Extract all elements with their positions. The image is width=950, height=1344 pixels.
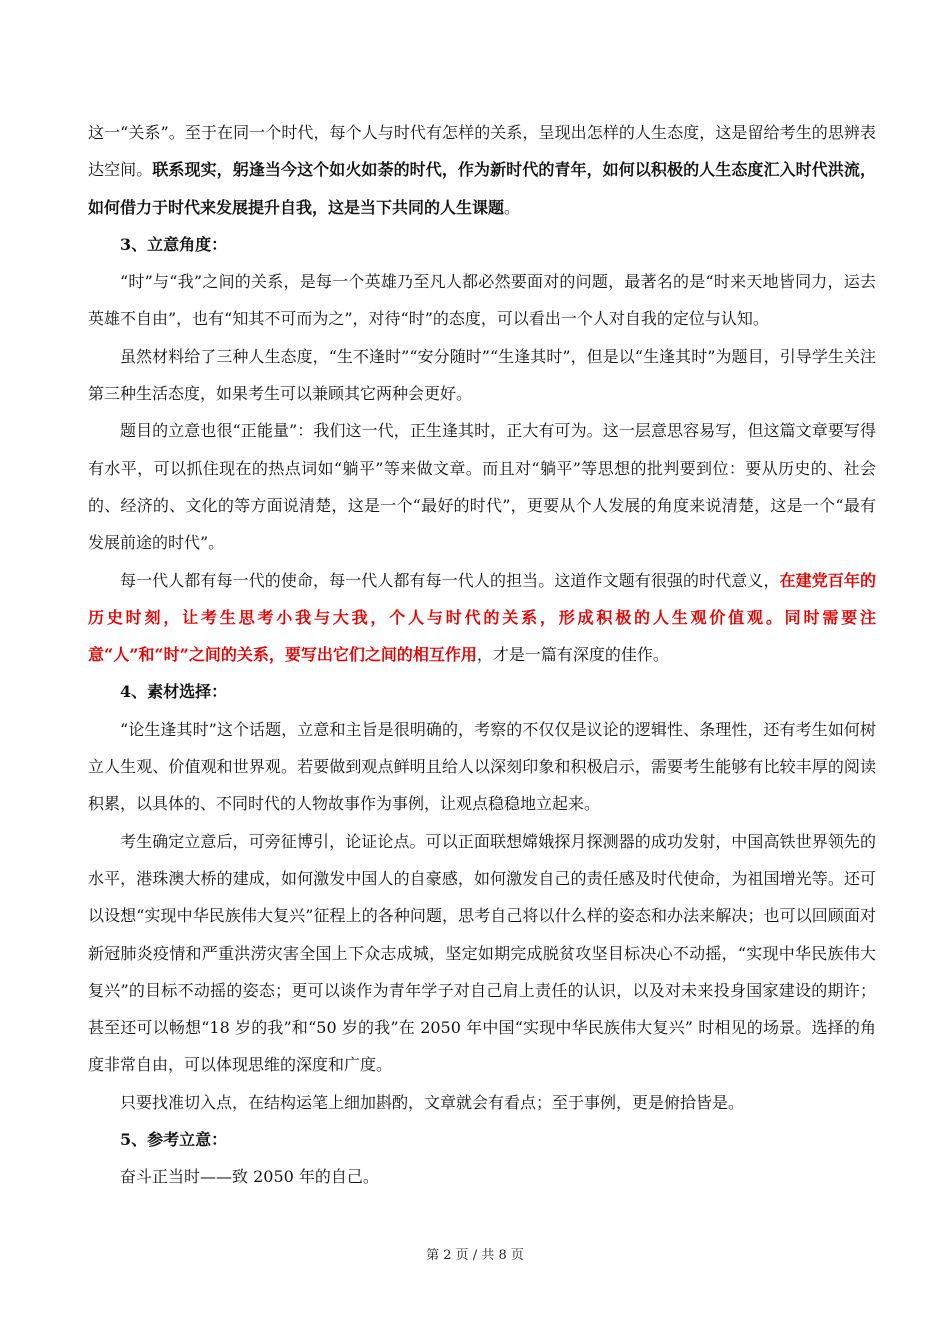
page-footer: 第 2 页 / 共 8 页 (426, 1248, 524, 1263)
red-emphasis: 在建党百年的历史时刻，让考生思考小我与大我，个人与时代的关系，形成积极的人生观价值观。同时需要注意“人”和“时”之间的关系，要写出它们之间的相互作用 (88, 570, 876, 665)
paragraph-text: 每一代人都有每一代的使命，每一代人都有每一代人的担当。这道作文题有很强的时代意义， (120, 570, 780, 590)
paragraph-three-attitudes: 虽然材料给了三种人生态度，“生不逢时”“安分随时”“生逢其时”，但是以“生逢其时”为题目，引导学生关注第三种生活态度，如果考生可以兼顾其它两种会更好。 (88, 346, 876, 404)
paragraph-topic: “论生逢其时”这个话题，立意和主旨是很明确的，考察的不仅仅是议论的逻辑性、条理性，还有考生如何树立人生观、价值观和世界观。若要做到观点鲜明且给人以深刻印象和积极启示，需要考生能够有比较丰厚的阅读积累，以具体的、不同时代的人物故事作为事例，让观点稳稳地立起来。 (88, 719, 876, 814)
section-heading-3: 3、立意角度： (120, 234, 228, 254)
paragraph-entry-point: 只要找准切入点，在结构运笔上细加斟酌，文章就会有看点；至于事例，更是俯拾皆是。 (120, 1092, 745, 1112)
paragraph-examples: 考生确定立意后，可旁征博引，论证论点。可以正面联想嫦娥探月探测器的成功发射，中国高铁世界领先的水平，港珠澳大桥的建成，如何激发中国人的自豪感，如何激发自己的责任感及时代使命，为祖国增光等。还可以设想“实现中华民族伟大复兴”征程上的各种问题，思考自己将以什么样的姿态和办法来解决；也可以回顾面对新冠肺炎疫情和严重洪涝灾害全国上下众志成城，坚定如期完成脱贫攻坚目标决心不动摇，“实现中华民族伟大复兴”的目标不动摇的姿态；更可以谈作为青年学子对自己肩上责任的认识，以及对未来投身国家建设的期许；甚至还可以畅想“18 岁的我”和“50 岁的我”在 2050 年中国“实现中华民族伟大复兴” 时相见的场景。选择的角度非常自由，可以体现思维的深度和广度。 (88, 831, 876, 1075)
paragraph-positive-energy: 题目的立意也很“正能量”：我们这一代，正生逢其时，正大有可为。这一层意思容易写，但这篇文章要写得有水平，可以抓住现在的热点词如“躺平”等来做文章。而且对“躺平”等思想的批判要到位：要从历史的、社会的、经济的、文化的等方面说清楚，这是一个“最好的时代”，更要从个人发展的角度来说清楚，这是一个“最有发展前途的时代”。 (88, 421, 876, 553)
section-heading-5: 5、参考立意： (120, 1130, 228, 1150)
paragraph-text: 这一“关系”。至于在同一个时代，每个人与时代有怎样的关系，呈现出怎样的人生态度，这是留给考生的思辨表达空间。 (88, 123, 876, 180)
bold-emphasis: 联系现实，躬逢当今这个如火如荼的时代，作为新时代的青年，如何以积极的人生态度汇入时代洪流，如何借力于时代来发展提升自我，这是当下共同的人生课题 (88, 160, 876, 217)
article-body (88, 114, 876, 1196)
section-heading-4: 4、素材选择： (120, 682, 228, 702)
paragraph-mission (88, 562, 876, 674)
paragraph-text: ，才是一篇有深度的佳作。 (476, 645, 669, 665)
paragraph-time-and-self: “时”与“我”之间的关系，是每一个英雄乃至凡人都必然要面对的问题，最著名的是“时来天地皆同力，运去英雄不自由”，也有“知其不可而为之”，对待“时”的态度，可以看出一个人对自我的定位与认知。 (88, 272, 876, 329)
paragraph-relationship (88, 114, 876, 226)
paragraph-reference-title: 奋斗正当时——致 2050 年的自己。 (120, 1167, 379, 1187)
paragraph-text: 。 (504, 197, 521, 217)
